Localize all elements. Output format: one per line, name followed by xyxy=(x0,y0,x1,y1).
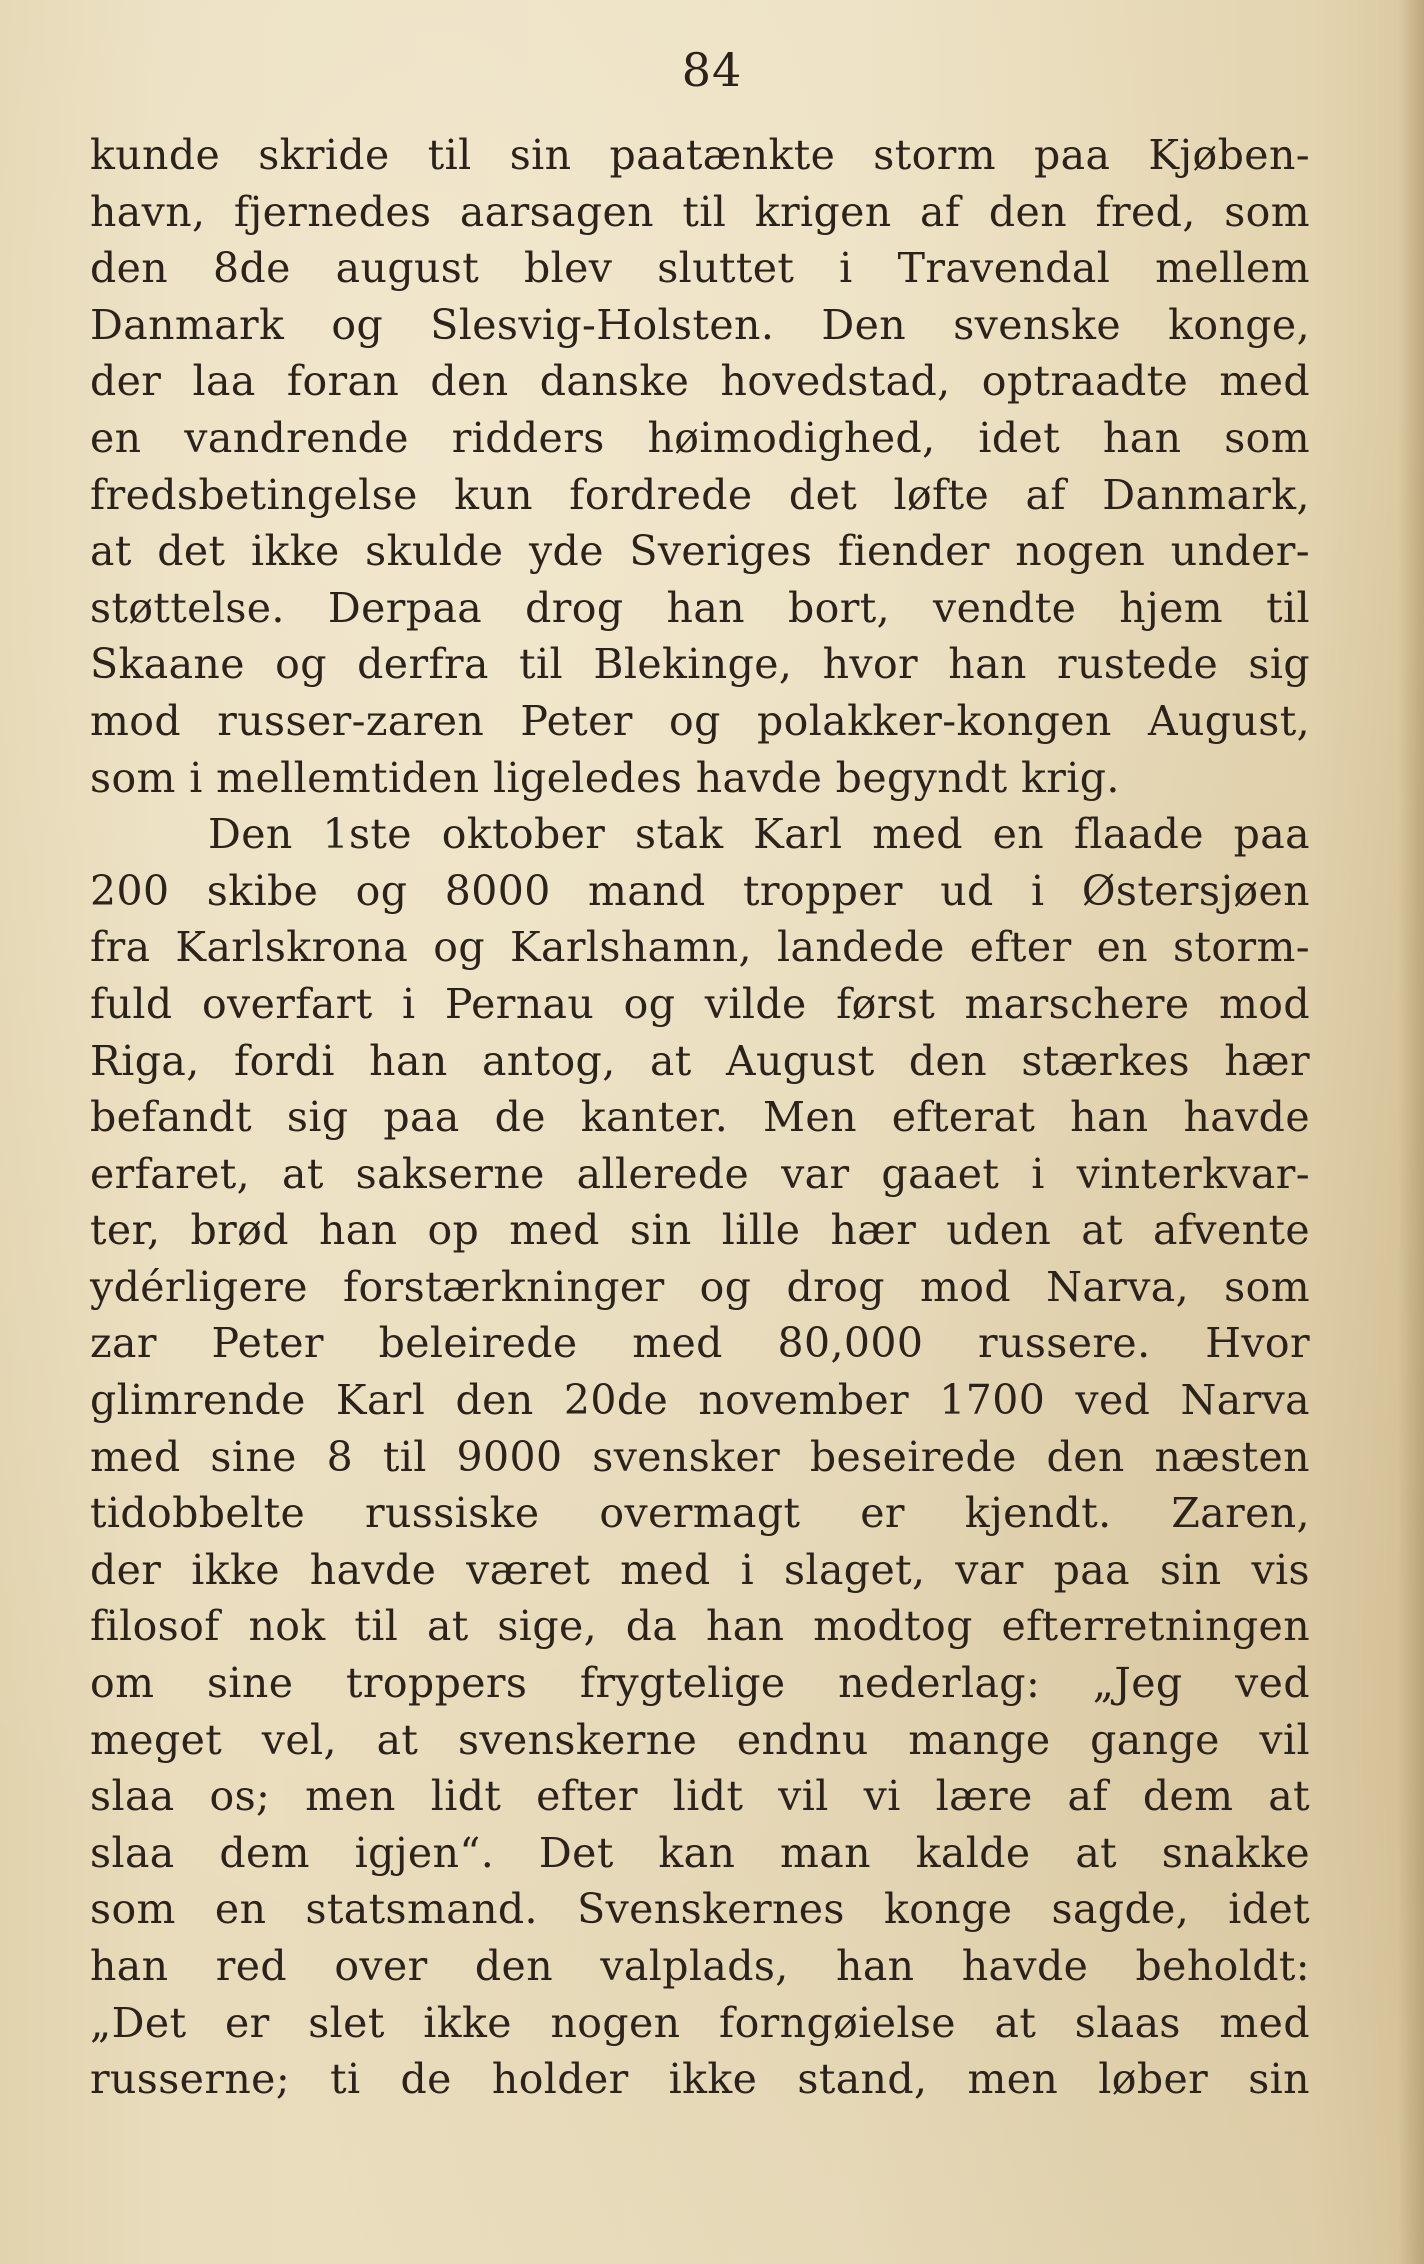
text-line: med sine 8 til 9000 svensker beseirede den næsten xyxy=(90,1432,1310,1481)
text-line: om sine troppers frygtelige nederlag: „Jeg ved xyxy=(90,1659,1310,1708)
text-line: slaa os; men lidt efter lidt vil vi lære af dem at xyxy=(90,1772,1310,1821)
text-line: russerne; ti de holder ikke stand, men løber sin xyxy=(90,2055,1310,2104)
text-line: 200 skibe og 8000 mand tropper ud i Østersjøen xyxy=(90,866,1310,915)
text-line: filosof nok til at sige, da han modtog efterretningen xyxy=(90,1602,1310,1651)
text-line: ydérligere forstærkninger og drog mod Narva, som xyxy=(90,1262,1310,1311)
text-line: han red over den valplads, han havde beholdt: xyxy=(90,1942,1310,1990)
text-line: støttelse. Derpaa drog han bort, vendte hjem til xyxy=(90,583,1310,632)
text-line: ter, brød han op med sin lille hær uden at afvente xyxy=(90,1206,1310,1255)
text-line: fra Karlskrona og Karlshamn, landede efter en storm- xyxy=(90,923,1310,972)
body-text xyxy=(90,127,1310,2108)
text-line: Den 1ste oktober stak Karl med en flaade paa xyxy=(208,810,1310,859)
text-line: en vandrende ridders høimodighed, idet han som xyxy=(90,413,1310,462)
text-line: som i mellemtiden ligeledes havde begyndt krig. xyxy=(90,753,1120,802)
text-line: kunde skride til sin paatænkte storm paa Kjøben- xyxy=(90,131,1310,179)
text-line: meget vel, at svenskerne endnu mange gange vil xyxy=(90,1715,1310,1764)
text-line: slaa dem igjen“. Det kan man kalde at snakke xyxy=(90,1828,1310,1877)
text-line: mod russer-zaren Peter og polakker-kongen August, xyxy=(90,696,1310,745)
text-line: fredsbetingelse kun fordrede det løfte af Danmark, xyxy=(90,470,1310,519)
text-line: den 8de august blev sluttet i Travendal mellem xyxy=(90,244,1310,293)
text-line: der ikke havde været med i slaget, var paa sin vis xyxy=(90,1545,1310,1594)
text-line: Skaane og derfra til Blekinge, hvor han rustede sig xyxy=(90,640,1310,689)
text-line: der laa foran den danske hovedstad, optraadte med xyxy=(90,357,1310,406)
text-line: Danmark og Slesvig-Holsten. Den svenske konge, xyxy=(90,300,1310,349)
text-line: „Det er slet ikke nogen forngøielse at slaas med xyxy=(90,1998,1310,2047)
text-line: tidobbelte russiske overmagt er kjendt. Zaren, xyxy=(90,1489,1310,1538)
text-line: at det ikke skulde yde Sveriges fiender nogen under- xyxy=(90,527,1310,576)
text-line: zar Peter beleirede med 80,000 russere. Hvor xyxy=(90,1319,1310,1368)
text-line: fuld overfart i Pernau og vilde først marschere mod xyxy=(90,979,1310,1028)
page-number: 84 xyxy=(681,43,743,97)
text-line: Riga, fordi han antog, at August den stærkes hær xyxy=(90,1036,1310,1085)
text-line: havn, fjernedes aarsagen til krigen af den fred, som xyxy=(90,187,1310,236)
text-line: befandt sig paa de kanter. Men efterat han havde xyxy=(90,1093,1310,1142)
text-line: glimrende Karl den 20de november 1700 ved Narva xyxy=(90,1376,1310,1425)
page-edge-shadow xyxy=(1398,0,1424,2264)
text-line: erfaret, at sakserne allerede var gaaet i vinterkvar- xyxy=(90,1149,1310,1198)
text-line: som en statsmand. Svenskernes konge sagde, idet xyxy=(90,1885,1310,1934)
